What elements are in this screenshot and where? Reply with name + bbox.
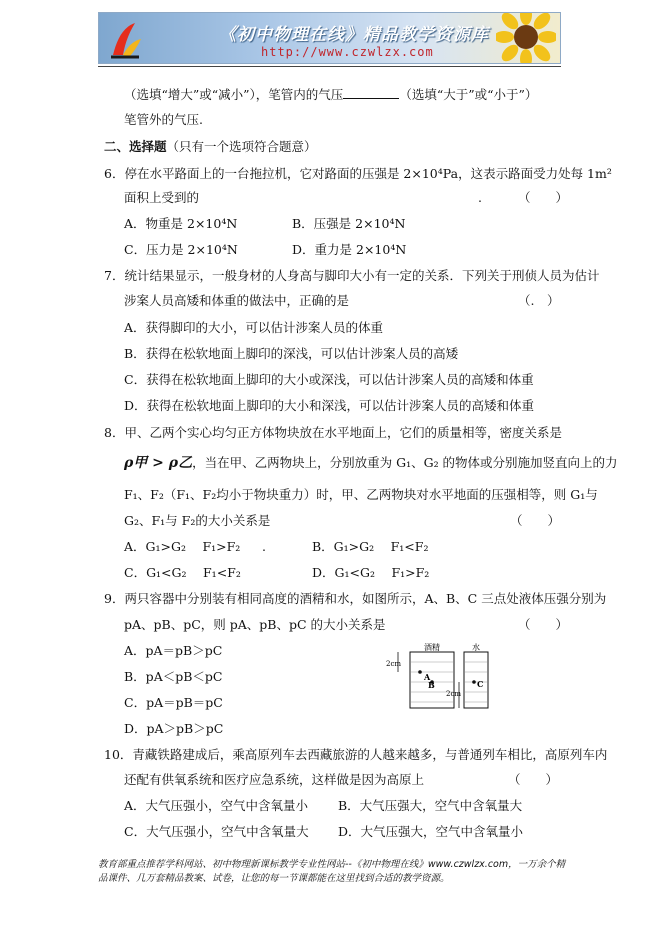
alcohol-label: 酒精 [424, 643, 440, 652]
footer-note: 教育部重点推荐学科网站、初中物理新课标教学专业性网站--《初中物理在线》www.czwlzx.com，一万余个精品课件、几万套精品教案、试卷，让您的每一节课都能在这里找到合适的教学资源。 [98, 859, 566, 884]
question-8-cont: ρ甲 > ρ乙，当在甲、乙两物块上，分别放重为 G₁、G₂ 的物体或分别施加竖直向上的力 [124, 455, 618, 471]
option-c[interactable]: C．pA＝pB＝pC [124, 695, 223, 710]
question-10-cont: 还配有供氧系统和医疗应急系统，这样做是因为高原上 [124, 772, 425, 787]
question-9: 9．两只容器中分别装有相同高度的酒精和水，如图所示，A、B、C 三点处液体压强分别为 [104, 591, 607, 606]
option-b[interactable]: B．G₁>G₂ F₁<F₂ [312, 539, 429, 554]
option-c[interactable]: C．获得在松软地面上脚印的大小或深浅，可以估计涉案人员的高矮和体重 [124, 372, 534, 387]
containers-diagram [384, 642, 494, 724]
option-a[interactable]: A．获得脚印的大小，可以估计涉案人员的体重 [124, 320, 384, 335]
question-6-cont: 面积上受到的 [124, 190, 200, 205]
question-7: 7．统计结果显示，一般身材的人身高与脚印大小有一定的关系．下列关于刑侦人员为估计 [104, 268, 600, 283]
option-d[interactable]: D．大气压强大，空气中含氧量小 [338, 824, 524, 839]
point-c-label: C [477, 679, 484, 689]
option-c[interactable]: C．G₁<G₂ F₁<F₂ [124, 565, 241, 580]
text-line: （选填“增大”或“减小”），笔管内的气压 （选填“大于”或“小于”） [124, 87, 538, 102]
stray-dot: . [262, 539, 266, 554]
depth-label: 2cm [386, 660, 402, 668]
sunflower-icon [496, 12, 556, 64]
text-line: 笔管外的气压. [124, 112, 203, 127]
answer-paren[interactable]: （ ） [508, 772, 559, 787]
option-d[interactable]: D．获得在松软地面上脚印的大小和深浅，可以估计涉案人员的高矮和体重 [124, 398, 535, 413]
option-b[interactable]: B．获得在松软地面上脚印的深浅，可以估计涉案人员的高矮 [124, 346, 459, 361]
site-logo-icon [109, 19, 143, 59]
answer-paren[interactable]: （ ） [518, 617, 569, 632]
option-b[interactable]: B．大气压强大，空气中含氧量大 [338, 798, 523, 813]
question-9-cont: pA、pB、pC，则 pA、pB、pC 的大小关系是 [124, 617, 386, 632]
option-b[interactable]: B．压强是 2×10⁴N [292, 216, 406, 231]
option-a[interactable]: A．大气压强小，空气中含氧量小 [124, 798, 309, 813]
question-7-cont: 涉案人员高矮和体重的做法中，正确的是 [124, 293, 350, 308]
fill-blank[interactable] [343, 86, 399, 99]
header-banner [98, 12, 561, 64]
option-d[interactable]: D．G₁<G₂ F₁>F₂ [312, 565, 430, 580]
point-a-label: A [424, 672, 431, 682]
option-a[interactable]: A．pA＝pB＞pC [124, 643, 223, 658]
answer-paren[interactable]: （. ） [518, 293, 560, 308]
question-8: 8．甲、乙两个实心均匀正方体物块放在水平地面上，它们的质量相等，密度关系是 [104, 425, 562, 440]
point-b-label: B [428, 680, 435, 690]
header-rule [98, 66, 561, 67]
option-b[interactable]: B．pA＜pB＜pC [124, 669, 223, 684]
question-6: 6．停在水平路面上的一台拖拉机，它对路面的压强是 2×10⁴Pa，这表示路面受力处每 1m² [104, 166, 612, 181]
question-8-cont: F₁、F₂（F₁、F₂均小于物块重力）时，甲、乙两物块对水平地面的压强相等，则 G₁与 [124, 487, 598, 502]
answer-paren[interactable]: （ ） [518, 190, 569, 205]
water-label: 水 [472, 643, 480, 652]
stray-dot: . [478, 190, 482, 205]
option-d[interactable]: D．pA＞pB＞pC [124, 721, 224, 736]
option-a[interactable]: A．物重是 2×10⁴N [124, 216, 238, 231]
answer-paren[interactable]: （ ） [510, 513, 561, 528]
question-8-cont: G₂、F₁与 F₂的大小关系是 [124, 513, 271, 528]
density-relation: ρ甲 > ρ乙 [124, 455, 193, 471]
option-a[interactable]: A．G₁>G₂ F₁>F₂ [124, 539, 241, 554]
option-c[interactable]: C．压力是 2×10⁴N [124, 242, 238, 257]
question-10: 10．青藏铁路建成后，乘高原列车去西藏旅游的人越来越多，与普通列车相比，高原列车内 [104, 747, 608, 762]
option-c[interactable]: C．大气压强小，空气中含氧量大 [124, 824, 309, 839]
option-d[interactable]: D．重力是 2×10⁴N [292, 242, 407, 257]
section-heading: 二、选择题（只有一个选项符合题意） [104, 139, 317, 154]
banner-title: 《初中物理在线》精品教学资源库 [219, 25, 489, 45]
height-label: 2cm [446, 690, 462, 698]
banner-url[interactable]: http://www.czwlzx.com [261, 45, 434, 59]
